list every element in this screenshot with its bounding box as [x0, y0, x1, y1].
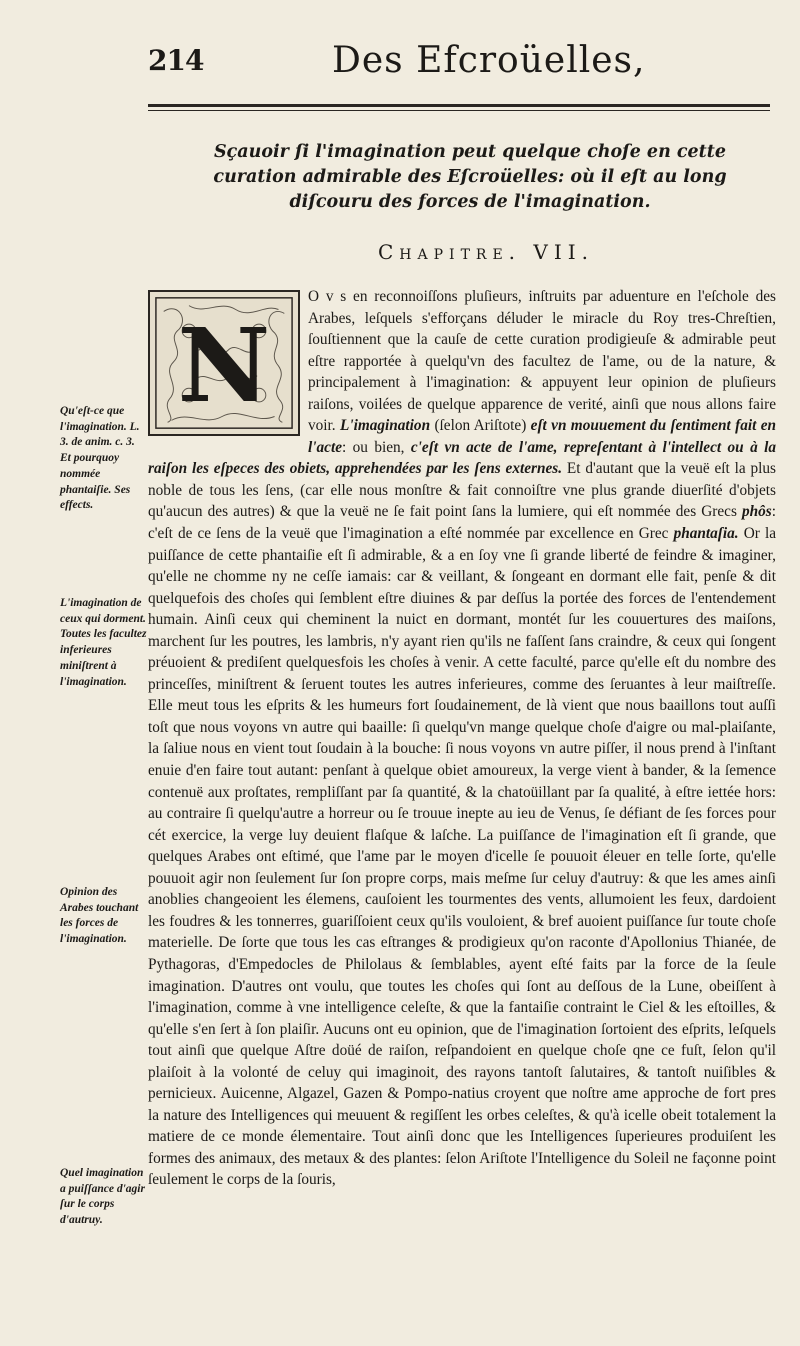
page-number: 214	[148, 44, 204, 77]
margin-note: Qu'eſt-ce que l'imagination. L. 3. de anim. c. 3. Et pourquoy nommée phantaiſie. Ses effects.	[60, 405, 140, 512]
body-text-run: Et d'autant que la veuë eſt la plus noble de tous les ſens, (car elle nous monſtre & fait connoiſtre vne plus grande diuerſité d'objets qu'aucun des autres) & que la veuë ne ſe fait point ſans la lumiere, qui eſt nommée des Grecs	[148, 460, 776, 521]
body-text-italic: c'eſt vn acte de l'ame, repreſentant à l'intellect ou à la raiſon les eſpeces des obiets, apprehendées par les ſens externes.	[148, 438, 777, 478]
initial-spacer	[148, 286, 308, 438]
margin-note: Quel imagination a puiſſance d'agir ſur le corps d'autruy.	[60, 1167, 145, 1227]
body-text-italic: L'imagination	[339, 417, 431, 435]
margin-note: Opinion des Arabes touchant les forces de l'imagination.	[60, 886, 139, 946]
running-title: Des Efcroüelles,	[332, 40, 646, 81]
chapter-heading: Sçauoir ſi l'imagination peut quelque choſe en cette curation admirable des Eſcroüelles: où il eſt au long diſcouru des forces de l'imagination.	[213, 142, 727, 212]
body-text-run: Or la puiſſance de cette phantaiſie eſt ſi admirable, & a en ſoy vne ſi grande liberté de feindre & imaginer, qu'elle ne chomme ny ne ceſſe iamais: car & veillant, & ſongeant en dormant elle fait, penſe & dit quelquefois des choſes qui ſemblent eſtre diuines & par deſſus la portée des forces de l'entendement humain. Ainſi ceux qui cheminent la nuict en dormant, montét ſur les couuertures des maiſons, marchent ſur les poutres, les lambris, n'y ayant rien qu'ils ne faſſent ſans craindre, & ceux qui ſongent préuoient & prediſent quelquesfois les choſes à venir. A cette faculté, parce qu'elle eſt du nombre des princeſſes, miniſtrent & ſeruent toutes les autres inferieures, comme des ſeruantes à leur maiſtreſſe. Elle meut tous les eſprits & les humeurs fort ſoudainement, de là vient que nous baaillons tout auſſi toſt que nous voyons vn autre qui baaille: ſi quelqu'vn mange quelque choſe d'aigre ou mal-plaiſante, la ſaliue nous en vient tout ſoudain à la bouche: ſi nous voyons vn autre piſſer, il nous prend à l'inſtant enuie d'en faire tout autant: penſant à quelque obiet amoureux, la verge vient à bander, & la ſemence contenuë aux proſtates, rempliſſant par ſa quantité, & la chatoüillant par ſa qualité, à eſtre iettée hors: au contraire ſi quelqu'autre a horreur ou ſe trouue inepte au ieu de Venus, ſe défiant de ſes forces pour cét exercice, la verge luy deuient flaſque & laſche. La puiſſance de l'imagination eſt ſi grande, que quelques Arabes ont eſtimé, que l'ame par le moyen d'icelle ſe pouuoit éleuer en telle ſorte, qu'elle pouuoit agir non ſeulement ſur ſon propre corps, mais meſme ſur celuy d'autruy: & que les ames ainſi anoblies changeoient les élemens, cauſoient les tourmentes des vents, allumoient les feux, dardoient les foudres & les tonnerres, guariſſoient ceux qu'ils vouloient, & bref auoient puiſſance ſur toute choſe materielle. De ſorte que tous les cas eſtranges & prodigieux qu'on raconte d'Apollonius Thianée, de Pythagoras, d'Empedocles de Philolaus & ſemblables, ayent eſté faits par la force de la ſeule imagination. D'autres ont voulu, que toutes les choſes qui ſont au deſſous de la Lune, obeiſſent à l'imagination, comme à vne intelligence celeſte, & que la fantaiſie contraint le Ciel & les eſtoilles, & qu'elle s'en ſert à ſon plaiſir. Aucuns ont eu opinion, que de l'imagination ſortoient des eſprits, leſquels tout ainſi que quelque Aſtre doüé de raiſon, reſpandoient en quelque choſe qne ce fuſt, ſelon qu'il plaiſoit à la volonté de celuy qui imaginoit, des rayons tantoſt ſalutaires, & tantoſt nuiſibles & pernicieux. Auicenne, Algazel, Gazen & Pompo-natius croyent que noſtre ame approche de fort pres la nature des Intelligences qui meuuent & regiſſent les orbes celeſtes, & qu'à icelle obeit totalement la matiere de ce monde élementaire. Tout ainſi donc que les Intelligences ſuperieures produiſent les formes des animaux, des metaux & des plantes: ſelon Ariſtote l'Intelligence du Soleil ne façonne point ſeulement le corps de la ſouris,	[148, 525, 777, 1189]
body-text	[148, 286, 776, 1191]
body-text-italic: eſt vn mouuement du ſentiment fait en l'acte	[308, 417, 777, 456]
header-rule	[148, 104, 770, 107]
body-text-run: O v s en reconnoiſſons pluſieurs, inſtruits par aduenture en l'eſchole des Arabes, leſquels s'efforçans déluder le miracle du Roy tres-Chreſtien, ſouſtiennent que la cauſe de cette curation prodigieuſe & admirable peut eſtre rapportée à quelqu'vn des facultez de l'ame, ou de la nature, & principalement à l'imagination: & appuyent leur opinion de pluſieurs raiſons, voilées de quelque apparence de verité, ainſi que nous allons faire voir.	[308, 288, 776, 435]
initial-letter: N	[177, 305, 271, 425]
header-rule-thin	[148, 110, 770, 111]
body-text-run: : c'eſt de ce ſens de la veuë que l'imagination a eſté nommée par excellence en Grec	[148, 503, 776, 543]
body-text-run: : ou bien,	[341, 438, 405, 456]
body-text-italic: phantaſia.	[673, 525, 739, 543]
body-text-run: (ſelon Ariſtote)	[434, 417, 527, 435]
margin-note: L'imagination de ceux qui dorment. Toutes les facultez inferieures miniſtrent à l'imagination.	[60, 597, 147, 688]
body-text-italic: phôs	[741, 503, 772, 521]
chapter-number: Chapitre. VII.	[378, 240, 594, 264]
